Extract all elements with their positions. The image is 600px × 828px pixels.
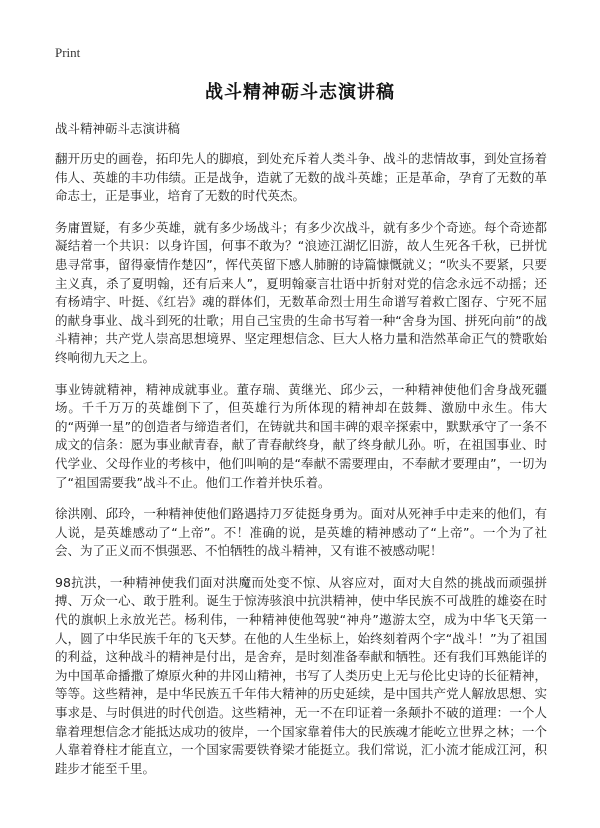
paragraph-5: 98抗洪，一种精神使我们面对洪魔而处变不惊、从容应对，面对大自然的挑战而顽强拼搏、万众一心、敢于胜利。诞生于惊涛骇浪中抗洪精神，使中华民族不可战胜的雄姿在时代的旗帜上永放光芒。杨利伟，一种精神使他驾驶“神舟”遨游太空，成为中华飞天第一人，圆了中华民族千年的飞天梦。在他的人生坐标上，始终刻着两个字“战斗！”为了祖国的利益，这种战斗的精神是付出，是舍弃，是时刻准备奉献和牺牲。还有我们耳熟能详的为中国革命播撒了燎原火种的井冈山精神，书写了人类历史上无与伦比史诗的长征精神，等等。这些精神，是中华民族五千年伟大精神的历史延续，是中国共产党人解放思想、实事求是、与时俱进的时代创造。这些精神，无一不在印证着一条颠扑不破的道理：一个人靠着理想信念才能抵达成功的彼岸，一个国家靠着伟大的民族魂才能屹立世界之林；一个人靠着脊柱才能直立，一个国家需要铁脊梁才能挺立。我们常说，汇小流才能成江河，积跬步才能至千里。 [55, 574, 547, 776]
document-title: 战斗精神砺斗志演讲稿 [205, 82, 395, 103]
paragraph-1: 翻开历史的画卷，拓印先人的脚痕，到处充斥着人类斗争、战斗的悲情故事，到处宣扬着伟人、英雄的丰功伟绩。正是战争，造就了无数的战斗英雄；正是革命，孕育了无数的革命志士，正是事业，培育了无数的时代英杰。 [55, 151, 547, 204]
document-subtitle: 战斗精神砺斗志演讲稿 [55, 121, 181, 136]
print-link[interactable]: Print [55, 45, 81, 60]
paragraph-2: 务庸置疑，有多少英雄，就有多少场战斗；有多少次战斗，就有多少个奇迹。每个奇迹都凝结着一个共识：以身许国，何事不敢为？“浪迹江湖忆旧游，故人生死各千秋，已拼忧患寻常事，留得豪情作楚囚”，恽代英留下感人肺腑的诗篇慷慨就义；“吹头不要紧，只要主义真，杀了夏明翰，还有后来人”，夏明翰豪言壮语中折射对党的信念永远不动摇；还有杨靖宇、叶挺、《红岩》魂的群体们，无数革命烈士用生命谱写着救亡图存、宁死不屈的献身事业、战斗到死的壮歌；用自己宝贵的生命书写着一种“舍身为国、拼死向前”的战斗精神；共产党人崇高思想境界、坚定理想信念、巨大人格力量和浩然革命正气的赞歌始终响彻九天之上。 [55, 219, 547, 365]
paragraph-4: 徐洪刚、邱玲，一种精神使他们路遇持刀歹徒挺身勇为。面对从死神手中走来的他们，有人说，是英雄感动了“上帝”。不！准确的说，是英雄的精神感动了“上帝”。一个为了社会、为了正义而不惧强恶、不怕牺牲的战斗精神，又有谁不被感动呢！ [55, 506, 547, 559]
paragraph-3: 事业铸就精神，精神成就事业。董存瑞、黄继光、邱少云，一种精神使他们舍身战死疆场。千千万万的英雄倒下了，但英雄行为所体现的精神却在鼓舞、激励中永生。伟大的“两弹一星”的创造者与缔造者们，在铸就共和国丰碑的艰辛探索中，默默承守了一条不成文的信条：愿为事业献青春，献了青春献终身，献了终身献儿孙。听，在祖国事业、时代学业、父母作业的考核中，他们叫响的是“奉献不需要理由，不奉献才要理由”，一切为了“祖国需要我”战斗不止。他们工作着并快乐着。 [55, 381, 547, 490]
article-body [55, 150, 547, 791]
